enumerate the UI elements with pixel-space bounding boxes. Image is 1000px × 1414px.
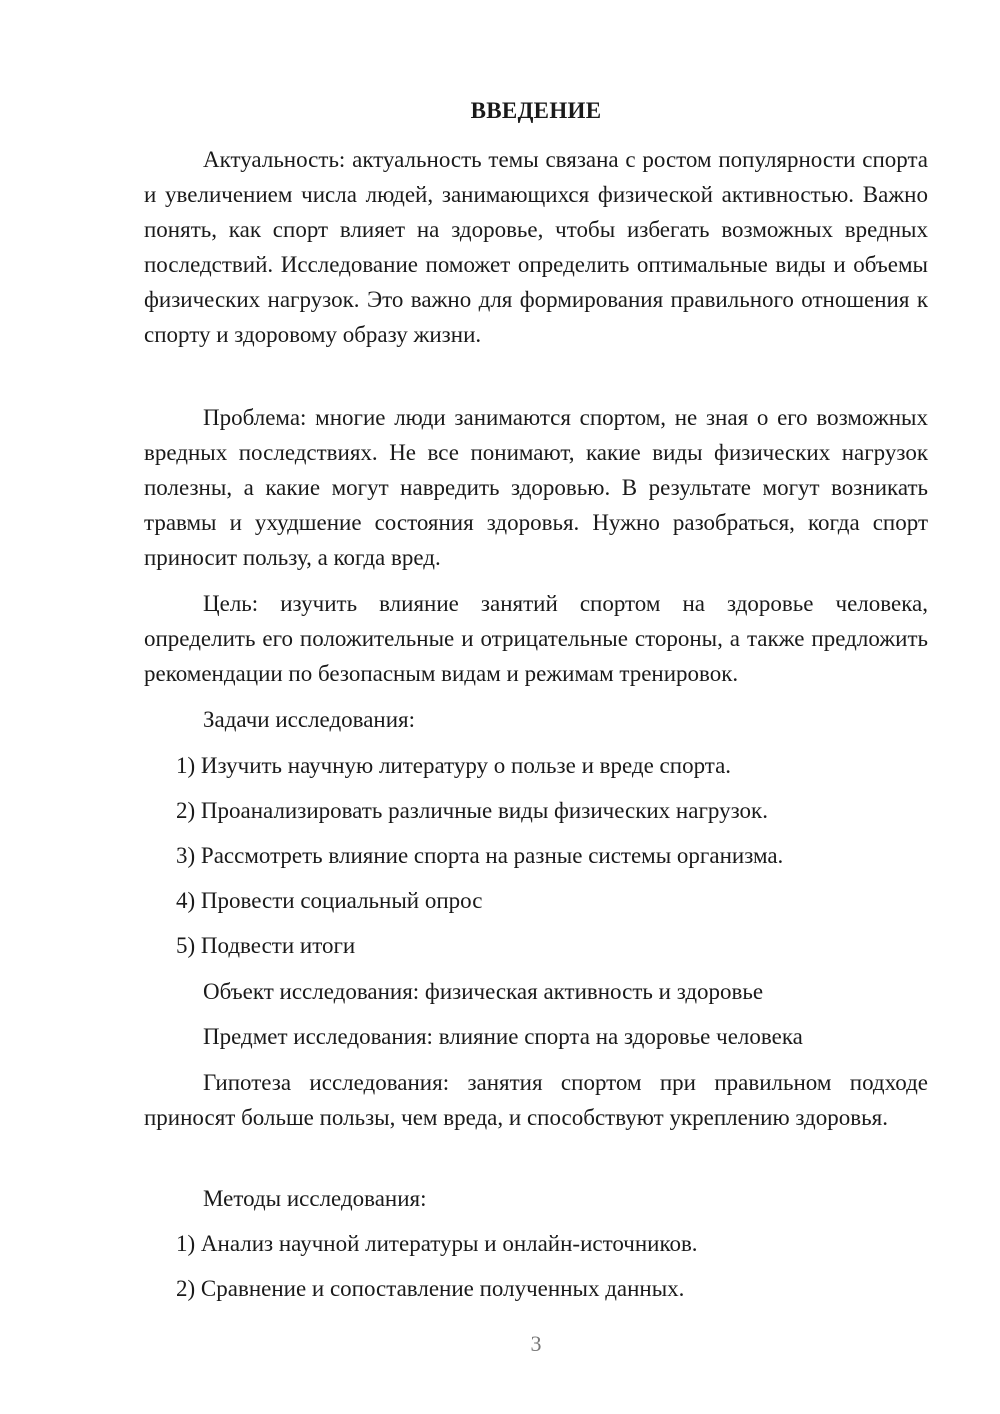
task-item-1: 1) Изучить научную литературу о пользе и вреде спорта. xyxy=(176,753,732,778)
method-item-2: 2) Сравнение и сопоставление полученных данных. xyxy=(176,1276,685,1301)
method-item-1: 1) Анализ научной литературы и онлайн-источников. xyxy=(176,1231,698,1256)
page-number: 3 xyxy=(530,1331,542,1356)
task-item-3: 3) Рассмотреть влияние спорта на разные системы организма. xyxy=(176,843,784,868)
research-object: Объект исследования: физическая активность и здоровье xyxy=(203,979,764,1004)
task-item-2: 2) Проанализировать различные виды физических нагрузок. xyxy=(176,798,768,823)
hypothesis-paragraph: Гипотеза исследования: занятия спортом при правильном подходе приносят больше пользы, чем вреда, и способствуют укреплению здоровья. xyxy=(144,1070,928,1130)
task-item-5: 5) Подвести итоги xyxy=(176,933,356,958)
tasks-title: Задачи исследования: xyxy=(203,707,416,732)
relevance-paragraph: Актуальность: актуальность темы связана с ростом популярности спорта и увеличением числа людей, занимающихся физической активностью. Важно понять, как спорт влияет на здоровье, чтобы избегать возможных вредных последствий. Исследование поможет определить оптимальные виды и объемы физических нагрузок. Это важно для формирования правильного отношения к спорту и здоровому образу жизни. xyxy=(144,147,928,347)
document-heading: ВВЕДЕНИЕ xyxy=(470,98,602,123)
methods-title: Методы исследования: xyxy=(203,1186,427,1211)
goal-paragraph: Цель: изучить влияние занятий спортом на здоровье человека, определить его положительные и отрицательные стороны, а также предложить рекомендации по безопасным видам и режимам тренировок. xyxy=(144,591,928,686)
research-subject: Предмет исследования: влияние спорта на здоровье человека xyxy=(203,1024,803,1049)
task-item-4: 4) Провести социальный опрос xyxy=(176,888,483,913)
problem-paragraph: Проблема: многие люди занимаются спортом, не зная о его возможных вредных последствиях. Не все понимают, какие виды физических нагрузок полезны, а какие могут навредить здоровью. В результате могут возникать травмы и ухудшение состояния здоровья. Нужно разобраться, когда спорт приносит пользу, а когда вред. xyxy=(144,405,928,570)
